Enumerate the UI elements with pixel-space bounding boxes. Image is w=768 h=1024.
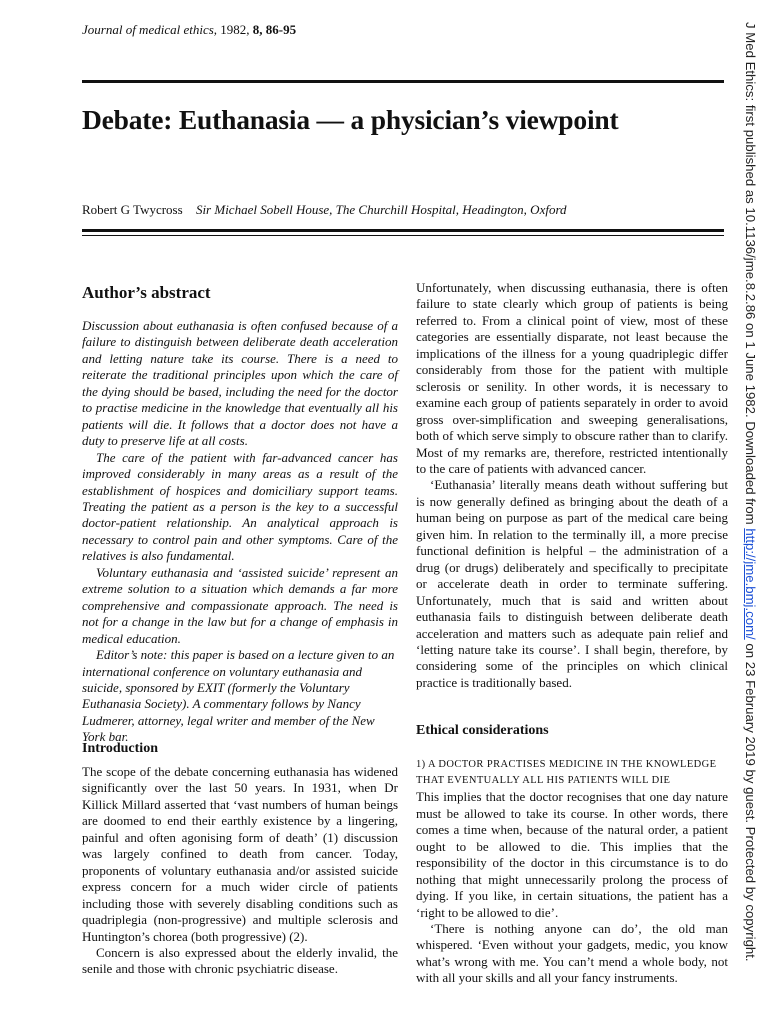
- side-note-text: on 23 February 2019 by guest. Protected by copyright.: [743, 643, 758, 962]
- abstract-paragraph: Voluntary euthanasia and ‘assisted suicide’ represent an extreme solution to a situation which demands a far more comprehensive and compassionate approach. The need is not for a change in the law but for a change of emphasis in medical education.: [82, 564, 398, 646]
- ethical-considerations-body: [416, 757, 728, 987]
- journal-volume: 8,: [252, 22, 263, 37]
- ethical-considerations-heading: Ethical considerations: [416, 723, 549, 738]
- abstract-paragraph: The care of the patient with far-advanced cancer has improved considerably in many areas as a result of the establishment of hospices and domiciliary support teams. Treating the patient as a person is the key to a successful doctor-patient relationship. An analytical approach is necessary to control pain and other symptoms. Care of the relatives is also fundamental.: [82, 449, 398, 564]
- body-paragraph: ‘Euthanasia’ literally means death without suffering but is now generally defined as bringing about the death of a human being on purpose as part of the medical care being given him. In relation to the terminally ill, a more precise functional definition is helpful – the administration of a drug (or drugs) deliberately and specifically to precipitate or accelerate death in order to terminate suffering. Unfortunately, much that is said and written about euthanasia fails to distinguish between deliberate death acceleration and matters such as adequate pain relief and ‘letting nature take its course’. I shall begin, therefore, by considering some of the principles on which clinical practice is traditionally based.: [416, 477, 728, 690]
- journal-pages: 86-95: [265, 22, 297, 37]
- abstract-paragraph: Discussion about euthanasia is often confused because of a failure to distinguish between deliberate death acceleration and letting nature take its course. There is a need to reiterate the traditional principles upon which the care of the dying should be based, including the need for the doctor to practise medicine in the knowledge that eventually all his patients will die. It follows that a doctor does not have a duty to preserve life at all costs.: [82, 318, 398, 449]
- author-affiliation: Sir Michael Sobell House, The Churchill Hospital, Headington, Oxford: [195, 202, 567, 217]
- copyright-side-note: [740, 22, 760, 1002]
- right-column-body: [416, 280, 728, 691]
- top-rule: [82, 80, 724, 83]
- article-title: Debate: Euthanasia — a physician’s viewpoint: [82, 104, 619, 135]
- journal-year: 1982,: [220, 22, 250, 37]
- author-name: Robert G Twycross: [82, 202, 183, 217]
- ethics-paragraph: ‘There is nothing anyone can do’, the old man whispered. ‘Even without your gadgets, medic, you know what’s wrong with me. You can’t mend a whole body, not with all your skills and all your fancy instruments.: [416, 921, 728, 986]
- abstract-heading: Author’s abstract: [82, 283, 211, 302]
- running-head: [82, 22, 296, 38]
- abstract-body: [82, 318, 398, 746]
- journal-link[interactable]: http://jme.bmj.com/: [743, 528, 758, 640]
- side-note-text: J Med Ethics: first published as 10.1136/jme.8.2.86 on 1 June 1982. Downloaded from: [743, 22, 758, 525]
- introduction-heading: Introduction: [82, 741, 158, 756]
- introduction-paragraph: Concern is also expressed about the elderly invalid, the senile and those with chronic psychiatric disease.: [82, 944, 398, 977]
- header-rule-thick: [82, 229, 724, 232]
- introduction-paragraph: The scope of the debate concerning euthanasia has widened significantly over the last 50 years. In 1931, when Dr Killick Millard asserted that ‘vast numbers of human beings are doomed to end their earthly existence by a lingering, painful and often agonising form of death’ (1) discussion was largely confined to death from cancer. Today, proponents of voluntary euthanasia and/or assisted suicide express concern for a much wider circle of patients including those with severely disabling conditions such as quadriplegia (non-progressive) and multiple sclerosis and Huntington’s chorea (both progressive) (2).: [82, 764, 398, 944]
- ethics-paragraph: This implies that the doctor recognises that one day nature must be allowed to take its course. In other words, there comes a time when, because of the natural order, a patient ought to be allowed to die. This implies that the responsibility of the doctor in this circumstance is to do nothing that might unnecessarily prolong the process of dying. If you like, in certain situations, the patient has a ‘right to be allowed to die’.: [416, 789, 728, 920]
- journal-name: Journal of medical ethics,: [82, 22, 218, 37]
- introduction-body: [82, 764, 398, 978]
- principle-subheading: 1) A DOCTOR PRACTISES MEDICINE IN THE KNOWLEDGE THAT EVENTUALLY ALL HIS PATIENTS WILL DIE: [416, 759, 717, 787]
- byline: [82, 202, 567, 218]
- header-rule-thin: [82, 235, 724, 236]
- editors-note: Editor’s note: this paper is based on a lecture given to an international conference on voluntary euthanasia and suicide, sponsored by EXIT (formerly the Voluntary Euthanasia Society). A commentary follows by Nancy Ludmerer, attorney, legal writer and member of the New York bar.: [82, 647, 395, 745]
- body-paragraph: Unfortunately, when discussing euthanasia, there is often failure to state clearly which group of patients is being referred to. From a clinical point of view, most of these categories are essentially disparate, not least because the implications of the illness for a young quadriplegic differ considerably from those for the patient with multiple sclerosis or senility. In other words, it is necessary to examine each group of patients separately in order to avoid gross over-simplification and sweeping generalisations, both of which serve simply to obscure rather than to clarify. Most of my remarks are, therefore, restricted intentionally to the care of patients with advanced cancer.: [416, 280, 728, 476]
